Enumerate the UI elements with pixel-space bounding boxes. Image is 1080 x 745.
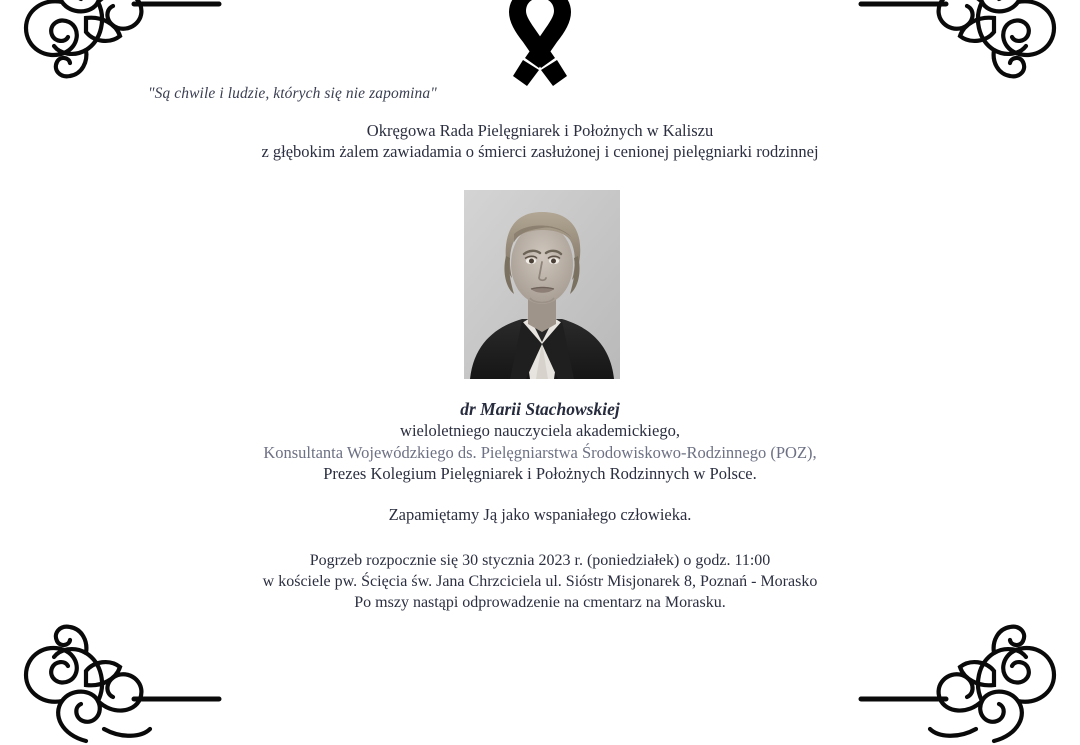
remembrance-text: Zapamiętamy Ją jako wspaniałego człowieka. bbox=[388, 505, 692, 524]
announcement-block bbox=[0, 120, 1080, 162]
deceased-role-line-2: Konsultanta Wojewódzkiego ds. Pielęgniarstwa Środowiskowo-Rodzinnego (POZ), bbox=[263, 442, 817, 462]
announcement-line-2: z głębokim żalem zawiadamia o śmierci zasłużonej i cenionej pielęgniarki rodzinnej bbox=[261, 142, 819, 161]
deceased-block bbox=[0, 398, 1080, 485]
mourning-ribbon-icon bbox=[497, 0, 583, 88]
ornament-bottom-right bbox=[848, 615, 1080, 745]
funeral-line-2: w kościele pw. Ścięcia św. Jana Chrzciciela ul. Sióstr Misjonarek 8, Poznań - Morasko bbox=[262, 573, 818, 590]
ornament-top-right bbox=[848, 0, 1080, 88]
ornament-top-left bbox=[0, 0, 232, 88]
portrait-photo bbox=[464, 190, 620, 379]
deceased-role-line-1: wieloletniego nauczyciela akademickiego, bbox=[400, 421, 680, 440]
funeral-line-1: Pogrzeb rozpocznie się 30 stycznia 2023 r. (poniedziałek) o godz. 11:00 bbox=[309, 552, 771, 569]
deceased-name: dr Marii Stachowskiej bbox=[460, 399, 620, 419]
ornament-bottom-left bbox=[0, 615, 232, 745]
memorial-quote: "Są chwile i ludzie, których się nie zapomina" bbox=[148, 85, 437, 102]
funeral-line-3: Po mszy nastąpi odprowadzenie na cmentarz na Morasku. bbox=[354, 594, 726, 611]
deceased-role-line-3: Prezes Kolegium Pielęgniarek i Położnych Rodzinnych w Polsce. bbox=[323, 464, 757, 483]
funeral-details-block bbox=[0, 550, 1080, 613]
announcement-line-1: Okręgowa Rada Pielęgniarek i Położnych w Kaliszu bbox=[366, 121, 714, 140]
